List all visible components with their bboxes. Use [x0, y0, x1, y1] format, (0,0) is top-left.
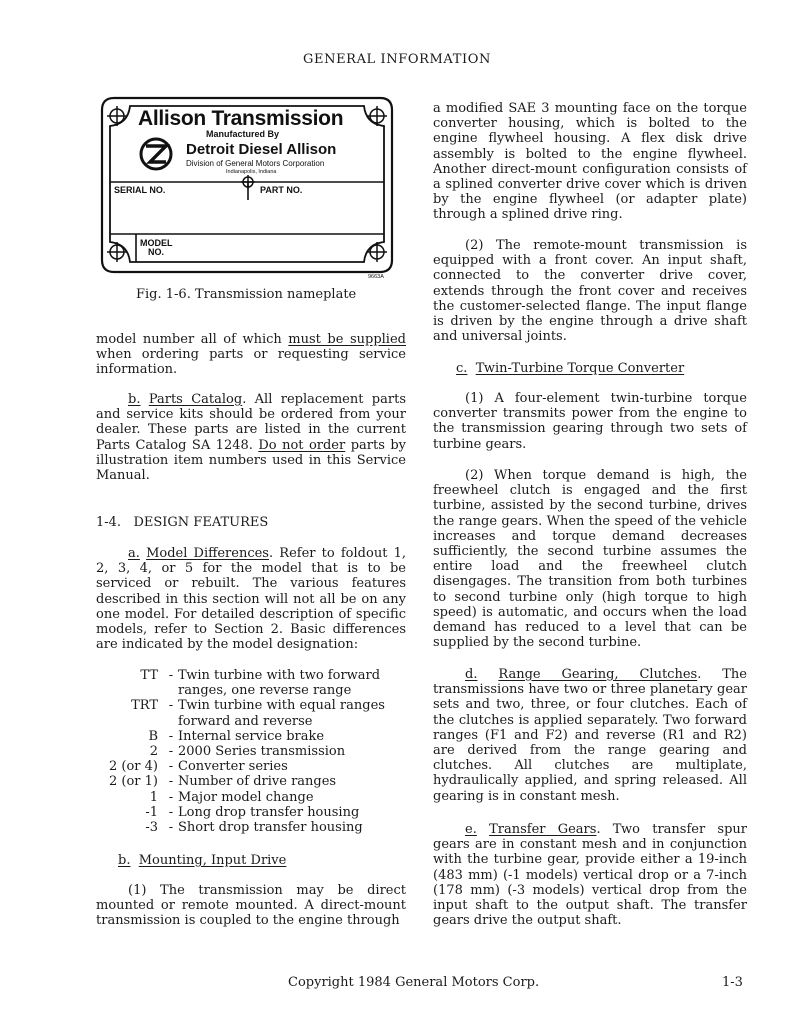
nameplate-company: Detroit Diesel Allison: [186, 141, 337, 158]
running-header: GENERAL INFORMATION: [303, 52, 491, 67]
figure-code: 9663A: [368, 274, 384, 280]
text-span: . The transmissions have two or three planetary gear sets and two, three, or four clutches. Each of the clutches is applied separately. Two forward ranges (F1 and F2) and reverse (R1 and R2) are derived from the range gearing and clutches. All clutches are multiplate, hydraulically applied, and spring released. All gearing is in constant mesh.: [433, 667, 747, 804]
designation-desc: Long drop transfer housing: [178, 804, 360, 820]
nameplate-model-label-line2: NO.: [148, 247, 165, 257]
item-label: a.: [128, 546, 140, 561]
designation-row: 1 - Major model change: [96, 790, 416, 805]
nameplate-brand: Allison Transmission: [138, 107, 344, 130]
item-label: b.: [128, 392, 141, 407]
designation-row: 2 - 2000 Series transmission: [96, 744, 416, 759]
designation-code: 1: [149, 789, 158, 805]
designation-desc: Twin turbine with two forward ranges, one reverse range: [178, 668, 381, 699]
item-label: b.: [118, 853, 131, 868]
model-differences-paragraph: [96, 546, 406, 652]
designation-row: 2 (or 4) - Converter series: [96, 759, 416, 774]
torque-converter-paragraph-1: (1) A four-element twin-turbine torque converter transmits power from the engine to the transmission gearing through two sets of turbine gears.: [433, 391, 747, 452]
designation-desc: Internal service brake: [178, 728, 325, 744]
designation-code: TT: [140, 668, 158, 683]
designation-code: 2 (or 4): [109, 759, 158, 775]
item-title: Mounting, Input Drive: [138, 853, 287, 868]
designation-desc: Major model change: [178, 789, 314, 805]
nameplate-manufactured-by: Manufactured By: [206, 129, 280, 139]
designation-code: -3: [145, 820, 158, 836]
mounting-heading: [118, 853, 286, 868]
item-title: Range Gearing, Clutches: [498, 667, 698, 682]
item-title: Parts Catalog: [148, 392, 243, 407]
text-span: parts by illustration item numbers used in this Service Manual.: [96, 437, 406, 484]
nameplate-model-label: [140, 239, 173, 257]
nameplate-division: Division of General Motors Corporation: [186, 159, 325, 168]
copyright-footer: Copyright 1984 General Motors Corp.: [288, 975, 540, 990]
text-span: . Two transfer spur gears are in constant mesh and in conjunction with the turbine gear, provide either a 19-inch (483 mm) (-1 models) vertical drop or a 7-inch (178 mm) (-3 models) vertical drop from the input shaft to the output shaft. The transfer gears drive the output shaft.: [433, 822, 747, 929]
designation-desc: Short drop transfer housing: [178, 820, 363, 836]
torque-converter-heading: [456, 361, 684, 376]
designation-row: B - Internal service brake: [96, 729, 416, 744]
text-span: model number all of which: [96, 332, 289, 347]
designation-row: TT - Twin turbine with two forward ranges, one reverse range: [96, 668, 416, 698]
designation-desc: 2000 Series transmission: [178, 744, 346, 760]
designation-row: 2 (or 1) - Number of drive ranges: [96, 774, 416, 789]
designation-desc: Converter series: [178, 759, 288, 775]
page-number: 1-3: [722, 975, 743, 990]
text-span: when ordering parts or requesting service information.: [96, 347, 406, 378]
item-title: Twin-Turbine Torque Converter: [475, 361, 685, 376]
direct-mount-paragraph: a modified SAE 3 mounting face on the torque converter housing, which is bolted to the engine flywheel housing. A flex disk drive assembly is bolted to the engine flywheel. Another direct-mount configuration consists of a splined converter drive cover which is driven by the engine flywheel (or adapter plate) through a splined drive ring.: [433, 101, 747, 223]
designation-code: TRT: [131, 698, 158, 714]
continuation-paragraph: [96, 332, 406, 378]
text-span: . Refer to foldout 1, 2, 3, 4, or 5 for the model that is to be serviced or rebuilt. The various features described in this section will not all be on any one model. For detailed description of specific models, refer to Section 2. Basic differences are indicated by the model designation:: [96, 546, 406, 653]
nameplate-figure: [100, 96, 394, 280]
designation-list: [96, 668, 416, 835]
item-label: d.: [465, 667, 478, 682]
designation-row: -1 - Long drop transfer housing: [96, 805, 416, 820]
designation-desc: Twin turbine with equal ranges forward and reverse: [178, 698, 385, 729]
torque-converter-paragraph-2: (2) When torque demand is high, the freewheel clutch is engaged and the first turbine, assisted by the second turbine, drives the range gears. When the speed of the vehicle increases and torque demand decreases sufficiently, the second turbine assumes the entire load and the freewheel clutch disengages. The transition from both turbines to second turbine only (high torque to high speed) is automatic, and occurs when the load demand has reduced to a level that can be supplied by the second turbine.: [433, 468, 747, 651]
designation-desc: Number of drive ranges: [178, 774, 337, 790]
item-label: e.: [465, 822, 477, 837]
nameplate-location: Indianapolis, Indiana: [226, 169, 277, 175]
mounting-paragraph: (1) The transmission may be direct mounted or remote mounted. A direct-mount transmission is coupled to the engine through: [96, 883, 406, 929]
designation-code: 2: [149, 744, 158, 760]
section-heading: 1-4. DESIGN FEATURES: [96, 515, 269, 530]
parts-catalog-paragraph: [96, 392, 406, 483]
emphasis-span: Do not order: [258, 437, 346, 453]
emphasis-span: must be supplied: [288, 332, 406, 347]
designation-code: 2 (or 1): [109, 774, 158, 790]
item-title: Model Differences: [146, 546, 269, 561]
transfer-gears-paragraph: [433, 822, 747, 928]
nameplate-part-label: PART NO.: [260, 185, 303, 195]
item-title: Transfer Gears: [489, 822, 597, 837]
text-span: . All replacement parts and service kits should be ordered from your dealer. These parts are listed in the current Parts Catalog SA 1248.: [96, 392, 406, 453]
remote-mount-paragraph: (2) The remote-mount transmission is equipped with a front cover. An input shaft, connected to the converter drive cover, extends through the front cover and receives the customer-selected flange. The input flange is driven by the engine through a drive shaft and universal joints.: [433, 238, 747, 345]
designation-code: B: [148, 728, 158, 744]
range-gearing-paragraph: [433, 667, 747, 804]
designation-code: -1: [145, 804, 158, 820]
nameplate-model-label-line1: MODEL: [140, 238, 173, 248]
item-label: c.: [456, 361, 468, 376]
designation-row: TRT - Twin turbine with equal ranges forward and reverse: [96, 698, 416, 728]
nameplate-serial-label: SERIAL NO.: [114, 185, 166, 195]
figure-caption: Fig. 1-6. Transmission nameplate: [136, 287, 357, 302]
designation-row: -3 - Short drop transfer housing: [96, 820, 416, 835]
